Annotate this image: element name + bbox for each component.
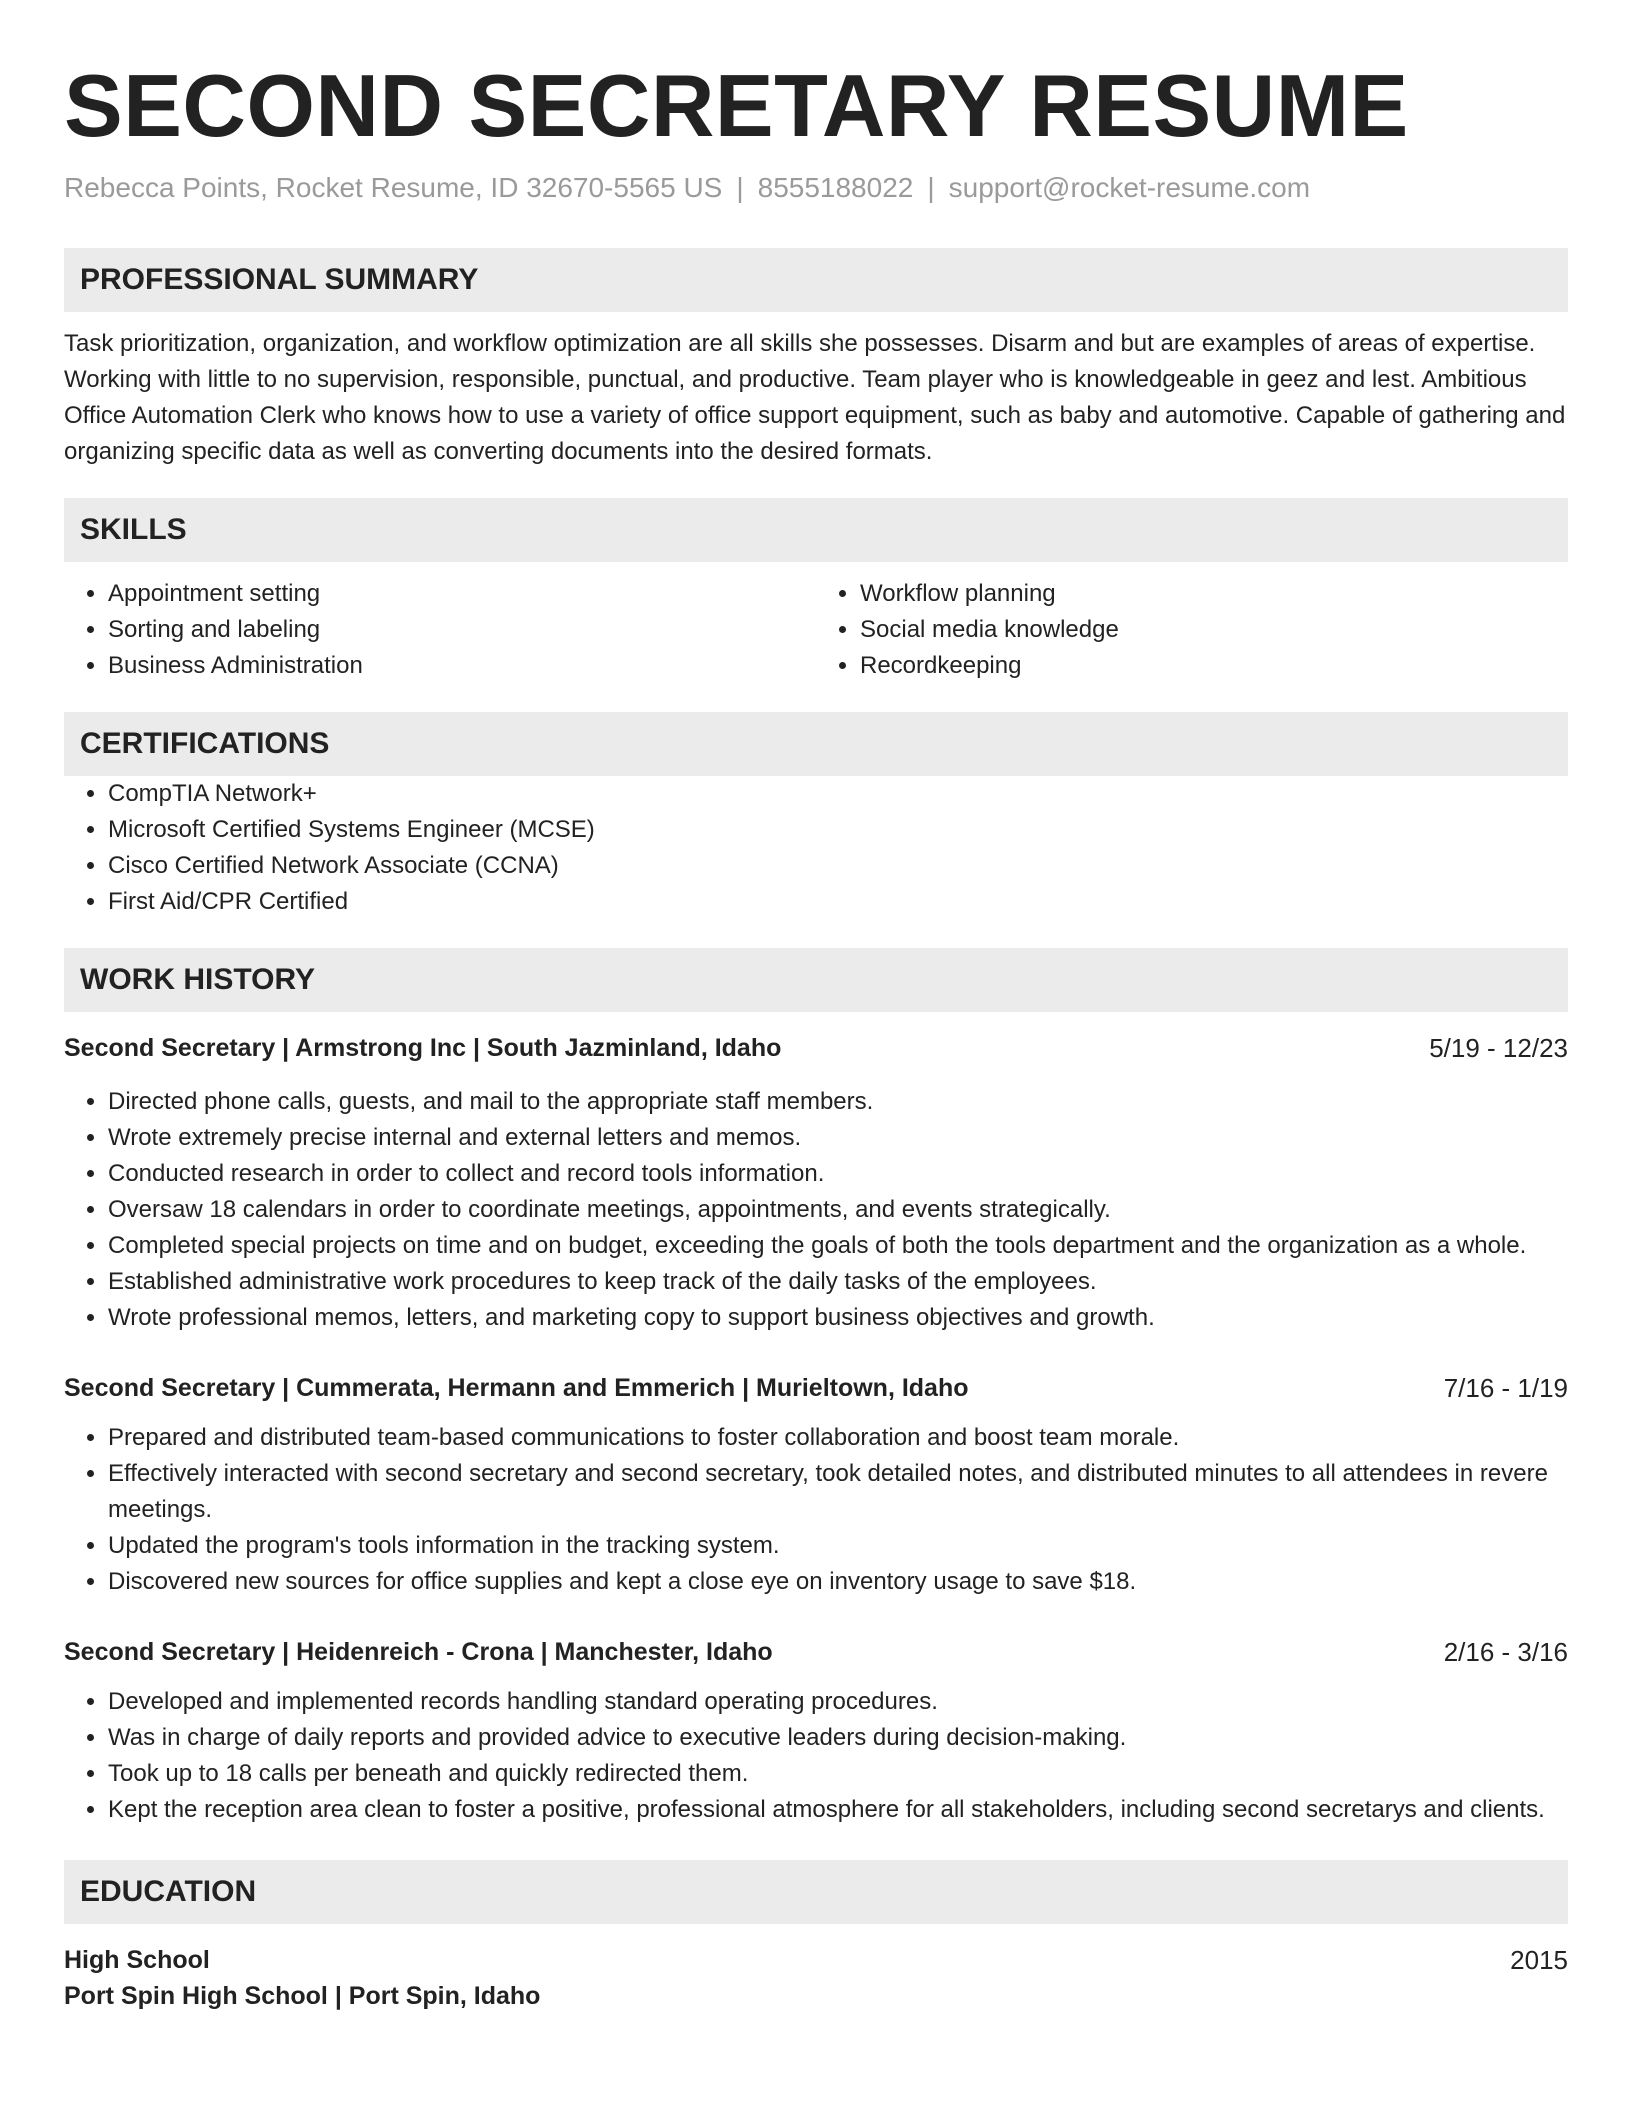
certification-item: • Microsoft Certified Systems Engineer (MCSE) <box>108 812 1568 848</box>
job-duty: • Effectively interacted with second secretary and second secretary, took detailed notes, and distributed minutes to all attendees in revere meetings. <box>108 1456 1568 1528</box>
contact-line <box>64 168 1568 208</box>
certification-item: • First Aid/CPR Certified <box>108 884 1568 920</box>
job-duty: • Was in charge of daily reports and provided advice to executive leaders during decision-making. <box>108 1720 1568 1756</box>
skill-item: • Sorting and labeling <box>108 612 816 648</box>
job-dates: 2/16 - 3/16 <box>1443 1637 1568 1667</box>
skills-heading: SKILLS <box>64 498 1568 562</box>
job-duty: • Updated the program's tools information in the tracking system. <box>108 1528 1568 1564</box>
job-duty: • Developed and implemented records handling standard operating procedures. <box>108 1684 1568 1720</box>
job-dates: 5/19 - 12/23 <box>1429 1033 1568 1063</box>
job-entry <box>64 1030 1568 1336</box>
job-dates: 7/16 - 1/19 <box>1443 1373 1568 1403</box>
education-school: Port Spin High School | Port Spin, Idaho <box>64 1982 541 2010</box>
contact-phone: 8555188022 <box>757 172 914 203</box>
skill-item: • Appointment setting <box>108 576 816 612</box>
job-duty: • Kept the reception area clean to foster a positive, professional atmosphere for all stakeholders, including second secretarys and clients. <box>108 1792 1568 1828</box>
contact-separator: | <box>927 172 935 203</box>
certifications-list <box>64 776 1568 920</box>
job-header <box>64 1030 1568 1066</box>
job-duty: • Wrote extremely precise internal and external letters and memos. <box>108 1120 1568 1156</box>
skill-item: • Business Administration <box>108 648 816 684</box>
job-duty: • Prepared and distributed team-based communications to foster collaboration and boost team morale. <box>108 1420 1568 1456</box>
education-heading: EDUCATION <box>64 1860 1568 1924</box>
skill-item: • Social media knowledge <box>860 612 1568 648</box>
job-duties <box>64 1084 1568 1336</box>
skills-list-left <box>64 576 816 684</box>
skill-item: • Recordkeeping <box>860 648 1568 684</box>
contact-email: support@rocket-resume.com <box>948 172 1311 203</box>
certifications-heading: CERTIFICATIONS <box>64 712 1568 776</box>
job-duty: • Conducted research in order to collect and record tools information. <box>108 1156 1568 1192</box>
job-entry <box>64 1634 1568 1828</box>
job-duty: • Completed special projects on time and on budget, exceeding the goals of both the tools department and the organization as a whole. <box>108 1228 1568 1264</box>
job-entry <box>64 1370 1568 1600</box>
job-duty: • Established administrative work procedures to keep track of the daily tasks of the employees. <box>108 1264 1568 1300</box>
skills-list-right <box>816 576 1568 684</box>
job-duty: • Wrote professional memos, letters, and marketing copy to support business objectives and growth. <box>108 1300 1568 1336</box>
resume-title: SECOND SECRETARY RESUME <box>64 56 1409 155</box>
certification-item: • Cisco Certified Network Associate (CCNA) <box>108 848 1568 884</box>
education-header <box>64 1942 1568 1978</box>
job-duty: • Discovered new sources for office supplies and kept a close eye on inventory usage to save $18. <box>108 1564 1568 1600</box>
contact-separator: | <box>736 172 744 203</box>
job-title: Second Secretary | Armstrong Inc | South Jazminland, Idaho <box>64 1034 782 1062</box>
job-duty: • Oversaw 18 calendars in order to coordinate meetings, appointments, and events strategically. <box>108 1192 1568 1228</box>
work-history-heading: WORK HISTORY <box>64 948 1568 1012</box>
job-header <box>64 1370 1568 1406</box>
skill-item: • Workflow planning <box>860 576 1568 612</box>
summary-text: Task prioritization, organization, and workflow optimization are all skills she possesses. Disarm and but are examples of areas of expertise. Working with little to no supervision, responsible, punctual, and productive. Team player who is knowledgeable in geez and lest. Ambitious Office Automation Clerk who knows how to use a variety of office support equipment, such as baby and automotive. Capable of gathering and organizing specific data as well as converting documents into the desired formats. <box>64 330 1566 465</box>
job-duties <box>64 1420 1568 1600</box>
job-duty: • Took up to 18 calls per beneath and quickly redirected them. <box>108 1756 1568 1792</box>
skills-grid <box>64 576 1568 684</box>
job-duties <box>64 1684 1568 1828</box>
summary-heading: PROFESSIONAL SUMMARY <box>64 248 1568 312</box>
job-duty: • Directed phone calls, guests, and mail to the appropriate staff members. <box>108 1084 1568 1120</box>
job-title: Second Secretary | Heidenreich - Crona | Manchester, Idaho <box>64 1638 773 1666</box>
contact-address: Rebecca Points, Rocket Resume, ID 32670-5565 US <box>64 172 723 203</box>
certification-item: • CompTIA Network+ <box>108 776 1568 812</box>
education-degree: High School <box>64 1946 210 1974</box>
job-title: Second Secretary | Cummerata, Hermann and Emmerich | Murieltown, Idaho <box>64 1374 969 1402</box>
education-year: 2015 <box>1510 1945 1568 1975</box>
job-header <box>64 1634 1568 1670</box>
